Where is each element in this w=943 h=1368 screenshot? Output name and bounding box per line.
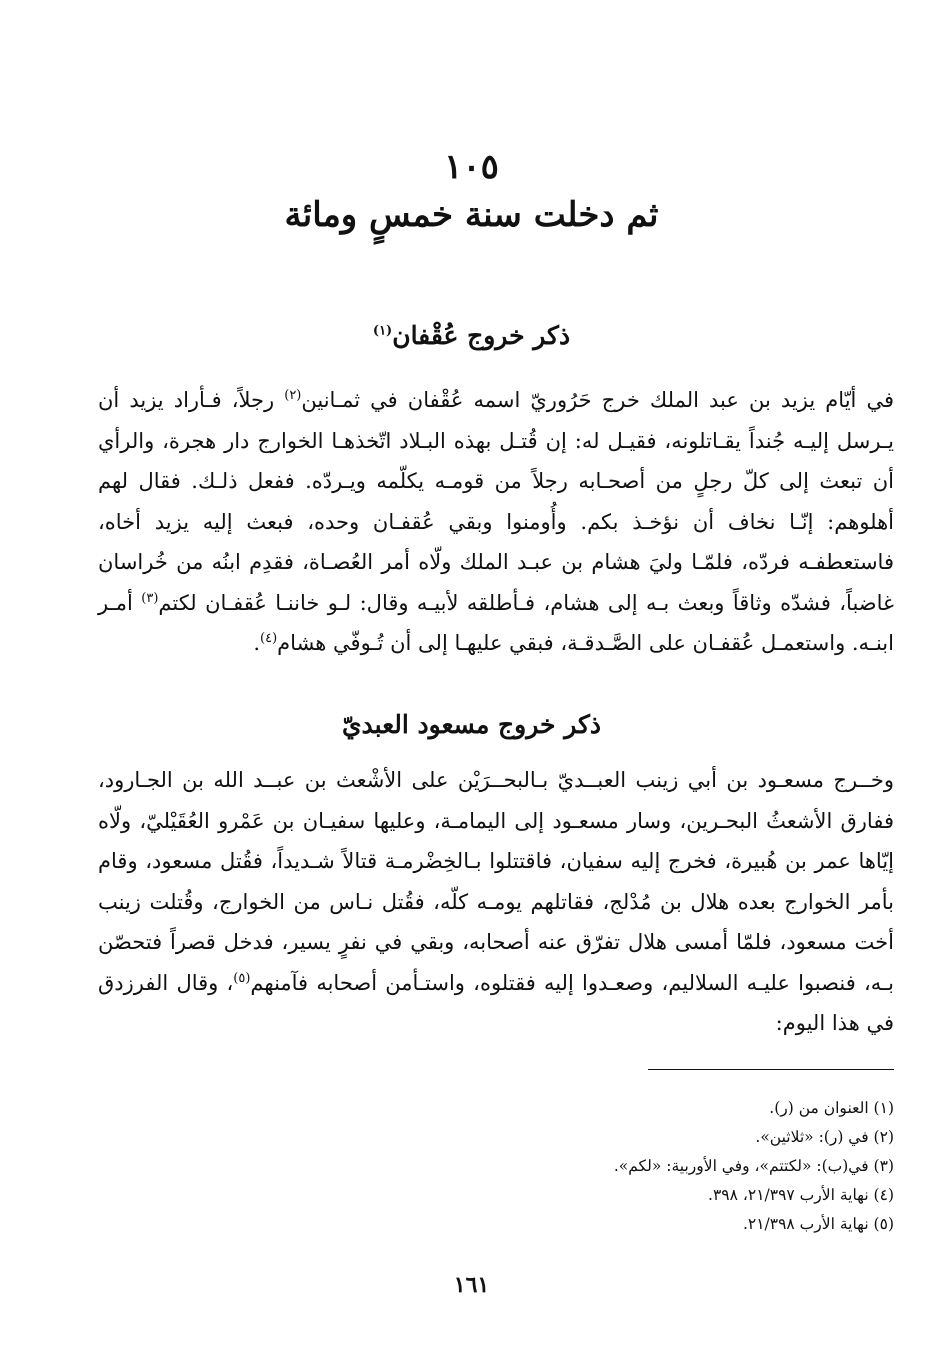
year-number: ١٠٥ <box>444 147 499 187</box>
chapter-title: ثم دخلت سنة خمسٍ ومائة <box>284 195 659 235</box>
footnote-item: (٥) نهاية الأرب ٢١/٣٩٨. <box>742 1215 894 1233</box>
footnote-ref[interactable]: (٣) <box>141 590 159 606</box>
footnote-ref[interactable]: (١) <box>372 323 393 339</box>
paragraph-uqfan <box>98 380 894 664</box>
footnote-ref[interactable]: (٢) <box>284 388 302 403</box>
footnotes <box>400 1094 894 1239</box>
paragraph-text: . <box>253 631 261 655</box>
footnote-item: (٤) نهاية الأرب ٢١/٣٩٧، ٣٩٨. <box>708 1186 894 1204</box>
paragraph-text: ، وقال الفرزدق في هذا اليوم: <box>98 970 894 1035</box>
section-title-uqfan <box>0 316 943 356</box>
footnote-item: (٢) في (ر): «ثلاثين». <box>755 1128 894 1146</box>
footnote-ref[interactable]: (٤) <box>260 631 278 646</box>
paragraph-text: رجلاً، فـأراد يزيد أن يـرسل إليـه جُنداً يقـاتلونه، فقيـل له: إن قُتـل بهذه البـلاد اتّخذهـا الخوارج دار هجرة، والرأي أن تبعث إلى كلّ رجلٍ من أصحـابه رجلاً من قومـه يكلّمه ويـردّه. ففعل ذلـك. فقال لهم أهلوهم: إنّـا نخاف أن نؤخـذ بكم. وأُومنوا وبقي عُقفـان وحده، فبعث إليه يزيد أخاه، فاستعطفـه فردّه، فلمّـا وليَ هشام بن عبـد الملك ولّاه أمر العُصـاة، فقدِم ابنُه من خُراسان غاضباً، فشدّه وثاقاً وبعث بـه إلى هشام، فـأطلقه لأبيـه وقال: لـو خاننـا عُقفـان لكتم <box>98 388 895 615</box>
section-title-text: ذكر خروج عُقْفان <box>392 321 571 350</box>
section-title-masud: ذكر خروج مسعود العبديّ <box>341 710 602 739</box>
footnote-item: (٣) في(ب): «لكتتم»، وفي الأوربية: «لكم». <box>613 1157 894 1175</box>
paragraph-masud <box>98 760 894 1044</box>
footnote-ref[interactable]: (٥) <box>233 970 251 986</box>
paragraph-text: أمـر ابنـه. واستعمـل عُقفـان على الصَّـدقـة، فبقي عليهـا إلى أن تُـوفّي هشام <box>98 590 894 655</box>
page-number: ١٦١ <box>453 1272 490 1298</box>
paragraph-text: وخــرج مسعـود بن أبي زينب العبــديّ بـالبحــرَيْن على الأشْعث بن عبــد الله بن الجـارود، ففارق الأشعثُ البحـرين، وسار مسعـود إلى اليمامـة، وعليها سفيـان بن عَمْرو العُقَيْليّ، ولّاه إيّاها عمر بن هُبيرة، فخرج إليه سفيان، فاقتتلوا بـالخِضْرمـة قتالاً شـديداً، فقُتل مسعود، وقام بأمر الخوارج بعده هلال بن مُدْلج، فقاتلهم يومـه كلّه، فقُتل نـاس من الخوارج، وقُتلت زينب أخت مسعود، فلمّا أمسى هلال تفرّق عنه أصحابه، وبقي في نفرٍ يسير، فدخل قصراً فتحصّن بـه، فنصبوا عليـه السلاليم، وصعـدوا إليه فقتلوه، واستـأمن أصحابه فآمنهم <box>98 768 894 995</box>
paragraph-text: في أيّام يزيد بن عبد الملك خرج حَرُوريّ اسمه عُقْفان في ثمـانين <box>301 388 894 412</box>
footnote-item: (١) العنوان من (ر). <box>769 1099 894 1117</box>
footnote-divider <box>648 1069 894 1070</box>
